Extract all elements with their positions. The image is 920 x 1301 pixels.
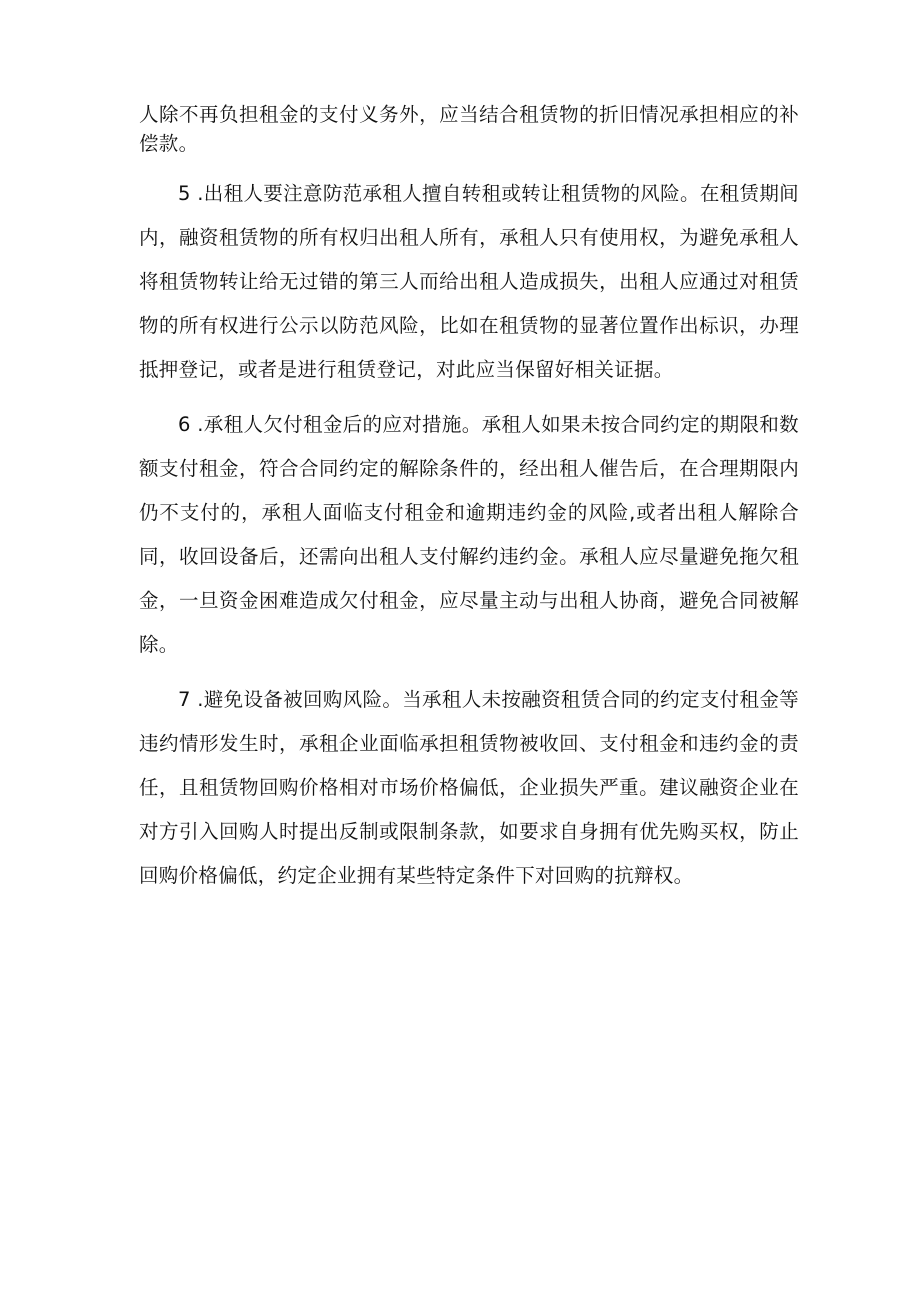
paragraph-6: 6 .承租人欠付租金后的应对措施。承租人如果未按合同约定的期限和数额支付租金，符合合同约定的解除条件的，经出租人催告后，在合理期限内仍不支付的，承租人面临支付租金和逾期违约金的风险,或者出租人解除合同，收回设备后，还需向出租人支付解约违约金。承租人应尽量避免拖欠租金，一旦资金困难造成欠付租金，应尽量主动与出租人协商，避免合同被解除。 (139, 413, 799, 656)
paragraph-7: 7 .避免设备被回购风险。当承租人未按融资租赁合同的约定支付租金等违约情形发生时，承租企业面临承担租赁物被收回、支付租金和违约金的责任，且租赁物回购价格相对市场价格偏低，企业损失严重。建议融资企业在对方引入回购人时提出反制或限制条款，如要求自身拥有优先购买权，防止回购价格偏低，约定企业拥有某些特定条件下对回购的抗辩权。 (139, 688, 799, 887)
document-body (139, 100, 799, 898)
paragraph-5: 5 .出租人要注意防范承租人擅自转租或转让租赁物的风险。在租赁期间内，融资租赁物的所有权归出租人所有，承租人只有使用权，为避免承租人将租赁物转让给无过错的第三人而给出租人造成损失，出租人应通过对租赁物的所有权进行公示以防范风险，比如在租赁物的显著位置作出标识，办理抵押登记，或者是进行租赁登记，对此应当保留好相关证据。 (139, 182, 799, 381)
continuation-paragraph: 人除不再负担租金的支付义务外，应当结合租赁物的折旧情况承担相应的补偿款。 (139, 103, 799, 155)
